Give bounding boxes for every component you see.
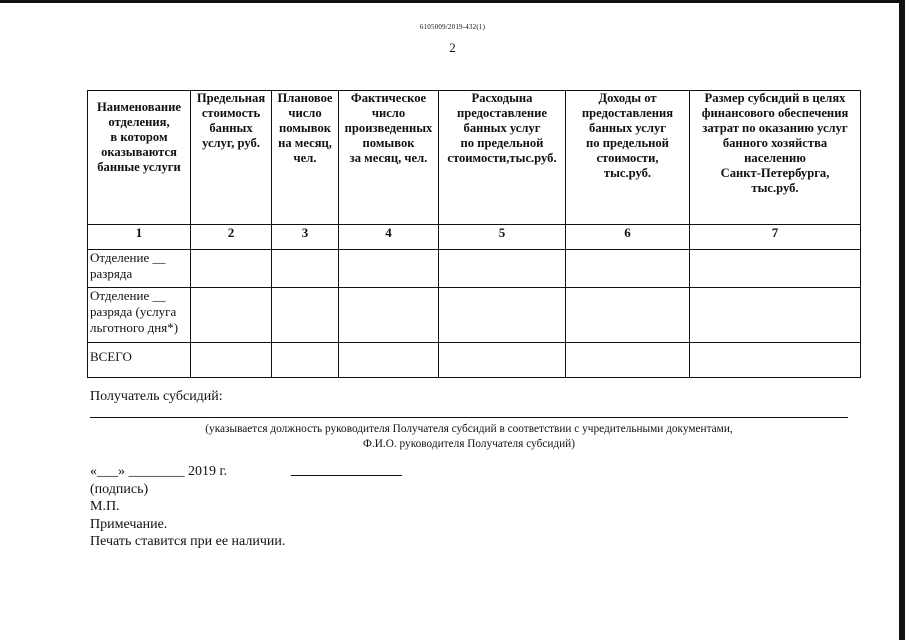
column-number: 5 bbox=[439, 225, 566, 250]
header-line: число bbox=[288, 106, 322, 120]
header-line: стоимости,тыс.руб. bbox=[447, 151, 557, 165]
remark-text: Печать ставится при ее наличии. bbox=[90, 534, 286, 549]
header-line: Санкт-Петербурга, bbox=[720, 166, 830, 180]
row-label-line: Отделение __ bbox=[90, 250, 166, 265]
empty-cell[interactable] bbox=[191, 250, 272, 288]
table-row bbox=[88, 288, 861, 343]
header-line: Доходы от bbox=[598, 91, 657, 105]
header-line: стоимости, bbox=[596, 151, 659, 165]
subsidy-report-table bbox=[87, 90, 861, 378]
header-line: банных bbox=[209, 121, 253, 135]
empty-cell[interactable] bbox=[566, 288, 690, 343]
header-line: предоставления bbox=[581, 106, 674, 120]
empty-cell[interactable] bbox=[272, 288, 339, 343]
row-label bbox=[88, 288, 191, 343]
header-line: банных услуг bbox=[463, 121, 541, 135]
table-header-cell bbox=[566, 91, 690, 225]
header-line: чел. bbox=[293, 151, 317, 165]
page-edge-right bbox=[899, 0, 905, 640]
header-line: населению bbox=[744, 151, 806, 165]
empty-cell[interactable] bbox=[690, 343, 861, 378]
header-line: банного хозяйства bbox=[722, 136, 828, 150]
table-header-cell bbox=[272, 91, 339, 225]
header-line: тыс.руб. bbox=[751, 181, 799, 195]
row-label-line: ВСЕГО bbox=[90, 349, 132, 364]
header-line: помывок bbox=[362, 136, 415, 150]
empty-cell[interactable] bbox=[191, 343, 272, 378]
row-label-line: разряда bbox=[90, 266, 133, 281]
header-line: по предельной bbox=[586, 136, 669, 150]
empty-cell[interactable] bbox=[690, 288, 861, 343]
empty-cell[interactable] bbox=[339, 343, 439, 378]
header-line: по предельной bbox=[460, 136, 544, 150]
note-line-2: Ф.И.О. руководителя Получателя субсидий) bbox=[363, 438, 575, 450]
header-line: Размер субсидий в целях bbox=[704, 91, 846, 105]
header-line: помывок bbox=[279, 121, 331, 135]
signature-label: (подпись) bbox=[90, 482, 149, 497]
empty-cell[interactable] bbox=[339, 250, 439, 288]
table-header-cell bbox=[191, 91, 272, 225]
column-number: 4 bbox=[339, 225, 439, 250]
row-label-line: Отделение __ bbox=[90, 288, 166, 303]
empty-cell[interactable] bbox=[566, 343, 690, 378]
column-number: 2 bbox=[191, 225, 272, 250]
remark-title: Примечание. bbox=[90, 517, 168, 532]
header-line: услуг, руб. bbox=[202, 136, 260, 150]
table-header-cell bbox=[439, 91, 566, 225]
column-number-row bbox=[88, 225, 861, 250]
empty-cell[interactable] bbox=[439, 288, 566, 343]
header-line: произведенных bbox=[344, 121, 433, 135]
empty-cell[interactable] bbox=[690, 250, 861, 288]
table-header-row bbox=[88, 91, 861, 225]
empty-cell[interactable] bbox=[439, 343, 566, 378]
page-edge-top bbox=[0, 0, 905, 3]
stamp-label: М.П. bbox=[90, 499, 120, 514]
recipient-label: Получатель субсидий: bbox=[90, 389, 223, 404]
header-line: затрат по оказанию услуг bbox=[702, 121, 848, 135]
header-line: оказываются bbox=[101, 145, 177, 159]
page-number: 2 bbox=[449, 40, 456, 55]
header-line: в котором bbox=[110, 130, 168, 144]
document-id: 6105009/2019-432(1) bbox=[419, 23, 486, 31]
note-line-1: (указывается должность руководителя Получателя субсидий в соответствии с учредительными документами, bbox=[205, 423, 733, 435]
empty-cell[interactable] bbox=[566, 250, 690, 288]
header-line: за месяц, чел. bbox=[349, 151, 428, 165]
row-label bbox=[88, 250, 191, 288]
header-line: на месяц, bbox=[278, 136, 332, 150]
table-row-total bbox=[88, 343, 861, 378]
date-line: «___» ________ 2019 г. bbox=[90, 464, 228, 479]
empty-cell[interactable] bbox=[191, 288, 272, 343]
table-row bbox=[88, 250, 861, 288]
column-number: 3 bbox=[272, 225, 339, 250]
header-line: финансового обеспечения bbox=[701, 106, 849, 120]
row-label-line: разряда (услуга bbox=[90, 304, 177, 319]
column-number: 6 bbox=[566, 225, 690, 250]
header-line: Расходына bbox=[471, 91, 533, 105]
header-line: тыс.руб. bbox=[603, 166, 652, 180]
table-header-cell bbox=[339, 91, 439, 225]
signature-rule bbox=[90, 417, 848, 418]
empty-cell[interactable] bbox=[272, 250, 339, 288]
header-line: банных услуг bbox=[589, 121, 666, 135]
header-line: Предельная bbox=[196, 91, 266, 105]
column-number: 1 bbox=[88, 225, 191, 250]
table-header-cell bbox=[690, 91, 861, 225]
header-line: отделения, bbox=[108, 115, 170, 129]
signature-blank-line[interactable] bbox=[291, 475, 402, 476]
header-line: предоставление bbox=[457, 106, 547, 120]
empty-cell[interactable] bbox=[339, 288, 439, 343]
header-line: Плановое bbox=[277, 91, 333, 105]
header-line: число bbox=[371, 106, 406, 120]
empty-cell[interactable] bbox=[439, 250, 566, 288]
column-number: 7 bbox=[690, 225, 861, 250]
empty-cell[interactable] bbox=[272, 343, 339, 378]
row-label-line: льготного дня*) bbox=[90, 320, 179, 335]
header-line: Наименование bbox=[97, 100, 181, 114]
row-label bbox=[88, 343, 191, 378]
header-line: Фактическое bbox=[350, 91, 427, 105]
table-header-cell bbox=[88, 91, 191, 225]
header-line: банные услуги bbox=[97, 160, 181, 174]
header-line: стоимость bbox=[201, 106, 261, 120]
